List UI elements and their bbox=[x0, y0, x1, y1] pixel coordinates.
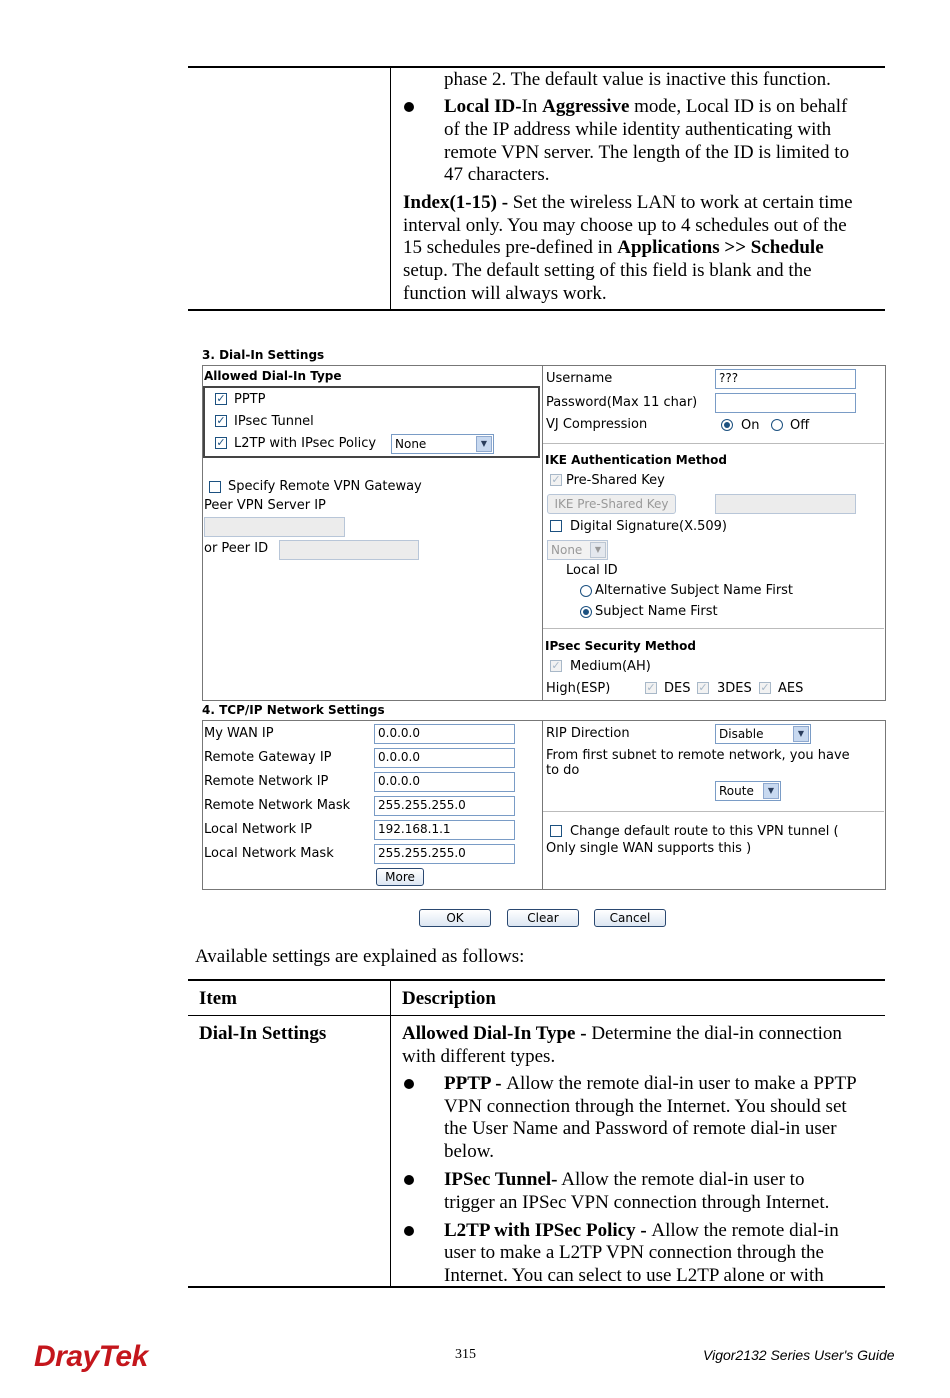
text-index-l5: function will always work. bbox=[403, 283, 607, 304]
des-label: DES bbox=[664, 681, 691, 696]
bullet-ipsec bbox=[404, 1175, 414, 1185]
table2-ipsec: IPSec Tunnel- Allow the remote dial-in user to bbox=[444, 1169, 805, 1190]
rip-select[interactable]: Disable ▼ bbox=[715, 724, 811, 744]
medium-label: Medium(AH) bbox=[570, 659, 651, 674]
text-index-l3: 15 schedules pre-defined in Applications >> Schedule bbox=[403, 237, 824, 258]
available-text: Available settings are explained as follows: bbox=[195, 946, 525, 967]
guide-title: Vigor2132 Series User's Guide bbox=[703, 1347, 895, 1363]
tcpip-input-4[interactable]: 192.168.1.1 bbox=[374, 820, 515, 840]
chevron-down-icon: ▼ bbox=[476, 436, 492, 452]
high-label: High(ESP) bbox=[546, 681, 611, 696]
3des-label: 3DES bbox=[717, 681, 752, 696]
table2-item: Dial-In Settings bbox=[199, 1023, 327, 1044]
l2tp-policy-select[interactable]: None ▼ bbox=[391, 434, 494, 454]
bullet-local-id bbox=[404, 102, 414, 112]
password-input[interactable] bbox=[715, 393, 856, 413]
dialin-divider bbox=[542, 365, 543, 700]
tcpip-label-5: Local Network Mask bbox=[204, 846, 334, 861]
peer-vpn-ip-input[interactable] bbox=[204, 517, 345, 537]
more-button[interactable]: More bbox=[376, 868, 424, 886]
vj-off-radio[interactable] bbox=[771, 419, 783, 431]
local-id-label: Local ID bbox=[566, 563, 618, 578]
text-phase2: phase 2. The default value is inactive this function. bbox=[444, 69, 831, 90]
username-label: Username bbox=[546, 371, 613, 386]
tcpip-input-1[interactable]: 0.0.0.0 bbox=[374, 748, 515, 768]
allowed-dialin-title: Allowed Dial-In Type bbox=[204, 369, 342, 383]
text-local-id-l2: of the IP address while identity authenticating with bbox=[444, 119, 832, 140]
vj-off-label: Off bbox=[790, 418, 810, 433]
table2-allowed: Allowed Dial-In Type - Determine the dial-in connection bbox=[402, 1023, 842, 1044]
dialin-section-title: 3. Dial-In Settings bbox=[202, 348, 325, 362]
table2-col-desc: Description bbox=[402, 988, 496, 1009]
table2-l2tp-l2: user to make a L2TP VPN connection through the bbox=[444, 1242, 824, 1263]
vj-on-label: On bbox=[741, 418, 760, 433]
top-table-rule-bottom bbox=[188, 309, 885, 311]
top-table-rule-top bbox=[188, 66, 885, 68]
l2tp-label: L2TP with IPsec Policy bbox=[234, 436, 377, 451]
cancel-button[interactable]: Cancel bbox=[594, 909, 666, 927]
draytek-logo: DrayTek bbox=[34, 1340, 148, 1373]
text-index-l2: interval only. You may choose up to 4 schedules out of the bbox=[403, 215, 847, 236]
tcpip-divider bbox=[542, 720, 543, 889]
bullet-l2tp bbox=[404, 1226, 414, 1236]
table2-pptp-l3: the User Name and Password of remote dial-in user bbox=[444, 1118, 837, 1139]
subject-first-radio[interactable] bbox=[580, 606, 592, 618]
digital-sig-checkbox[interactable] bbox=[550, 520, 562, 532]
preshared-checkbox[interactable]: ✓ bbox=[551, 474, 561, 486]
ok-button[interactable]: OK bbox=[419, 909, 491, 927]
vj-on-radio[interactable] bbox=[721, 419, 733, 431]
peer-id-input[interactable] bbox=[279, 540, 419, 560]
change-default-checkbox[interactable] bbox=[550, 825, 562, 837]
peer-vpn-ip-label: Peer VPN Server IP bbox=[204, 498, 326, 513]
password-label: Password(Max 11 char) bbox=[546, 395, 698, 410]
tcpip-label-3: Remote Network Mask bbox=[204, 798, 351, 813]
table2-header-rule bbox=[188, 1015, 885, 1016]
ipsec-tunnel-label: IPsec Tunnel bbox=[234, 414, 314, 429]
tcpip-label-2: Remote Network IP bbox=[204, 774, 329, 789]
sep-ipsec bbox=[543, 628, 884, 629]
sep-ike bbox=[543, 443, 884, 444]
tcpip-label-0: My WAN IP bbox=[204, 726, 274, 741]
from-first-text-1: From first subnet to remote network, you have bbox=[546, 748, 850, 763]
digital-sig-select[interactable]: None ▼ bbox=[547, 540, 608, 560]
text-local-id: Local ID-In Aggressive mode, Local ID is on behalf bbox=[444, 96, 848, 117]
tcpip-input-3[interactable]: 255.255.255.0 bbox=[374, 796, 515, 816]
table2-rule-top bbox=[188, 979, 885, 981]
ipsec-tunnel-checkbox[interactable]: ✓ bbox=[216, 415, 226, 427]
clear-button[interactable]: Clear bbox=[507, 909, 579, 927]
chevron-down-icon: ▼ bbox=[763, 783, 779, 799]
vj-label: VJ Compression bbox=[546, 417, 648, 432]
change-default-text-1: Change default route to this VPN tunnel ( bbox=[570, 824, 839, 839]
from-first-text-2: to do bbox=[546, 763, 580, 778]
ike-preshared-input[interactable] bbox=[715, 494, 856, 514]
subject-first-label: Subject Name First bbox=[595, 604, 718, 619]
pptp-label: PPTP bbox=[234, 392, 266, 407]
chevron-down-icon: ▼ bbox=[793, 726, 809, 742]
route-select[interactable]: Route ▼ bbox=[715, 781, 781, 801]
l2tp-checkbox[interactable]: ✓ bbox=[216, 437, 226, 449]
change-default-text-2: Only single WAN supports this ) bbox=[546, 841, 752, 856]
tcpip-section-title: 4. TCP/IP Network Settings bbox=[202, 703, 385, 717]
text-local-id-l4: 47 characters. bbox=[444, 164, 550, 185]
table2-pptp: PPTP - Allow the remote dial-in user to make a PPTP bbox=[444, 1073, 857, 1094]
tcpip-input-2[interactable]: 0.0.0.0 bbox=[374, 772, 515, 792]
bullet-pptp bbox=[404, 1079, 414, 1089]
tcpip-label-1: Remote Gateway IP bbox=[204, 750, 332, 765]
specify-remote-checkbox[interactable] bbox=[209, 481, 221, 493]
digital-sig-label: Digital Signature(X.509) bbox=[570, 519, 728, 534]
ipsec-security-title: IPsec Security Method bbox=[545, 639, 697, 653]
text-local-id-l3: remote VPN server. The length of the ID is limited to bbox=[444, 142, 850, 163]
top-table-divider bbox=[390, 66, 391, 311]
rip-label: RIP Direction bbox=[546, 726, 630, 741]
chevron-down-icon: ▼ bbox=[590, 542, 606, 558]
table2-l2tp-l3: Internet. You can select to use L2TP alone or with bbox=[444, 1265, 824, 1286]
aes-checkbox[interactable]: ✓ bbox=[760, 682, 770, 694]
or-peer-id-label: or Peer ID bbox=[204, 541, 269, 556]
table2-pptp-l2: VPN connection through the Internet. You should set bbox=[444, 1096, 847, 1117]
pptp-checkbox[interactable]: ✓ bbox=[216, 393, 226, 405]
table2-pptp-l4: below. bbox=[444, 1141, 494, 1162]
medium-checkbox[interactable]: ✓ bbox=[551, 660, 561, 672]
table2-l2tp: L2TP with IPSec Policy - Allow the remote dial-in bbox=[444, 1220, 839, 1241]
text-index: Index(1-15) - Set the wireless LAN to work at certain time bbox=[403, 192, 853, 213]
preshared-label: Pre-Shared Key bbox=[566, 473, 665, 488]
table2-divider bbox=[390, 979, 391, 1287]
table2-ipsec-l2: trigger an IPSec VPN connection through Internet. bbox=[444, 1192, 830, 1213]
text-index-l4: setup. The default setting of this field is blank and the bbox=[403, 260, 812, 281]
username-input[interactable]: ??? bbox=[715, 369, 856, 389]
3des-checkbox[interactable]: ✓ bbox=[698, 682, 708, 694]
tcpip-input-5[interactable]: 255.255.255.0 bbox=[374, 844, 515, 864]
ike-title: IKE Authentication Method bbox=[545, 453, 727, 467]
alt-subject-radio[interactable] bbox=[580, 585, 592, 597]
tcpip-input-0[interactable]: 0.0.0.0 bbox=[374, 724, 515, 744]
specify-remote-label: Specify Remote VPN Gateway bbox=[228, 479, 422, 494]
alt-subject-label: Alternative Subject Name First bbox=[595, 583, 794, 598]
tcpip-label-4: Local Network IP bbox=[204, 822, 312, 837]
aes-label: AES bbox=[778, 681, 804, 696]
sep-change-route bbox=[543, 811, 884, 812]
table2-col-item: Item bbox=[199, 988, 237, 1009]
table2-allowed-l2: with different types. bbox=[402, 1046, 556, 1067]
des-checkbox[interactable]: ✓ bbox=[646, 682, 656, 694]
ike-preshared-button[interactable]: IKE Pre-Shared Key bbox=[547, 494, 676, 514]
page-number: 315 bbox=[455, 1347, 476, 1362]
